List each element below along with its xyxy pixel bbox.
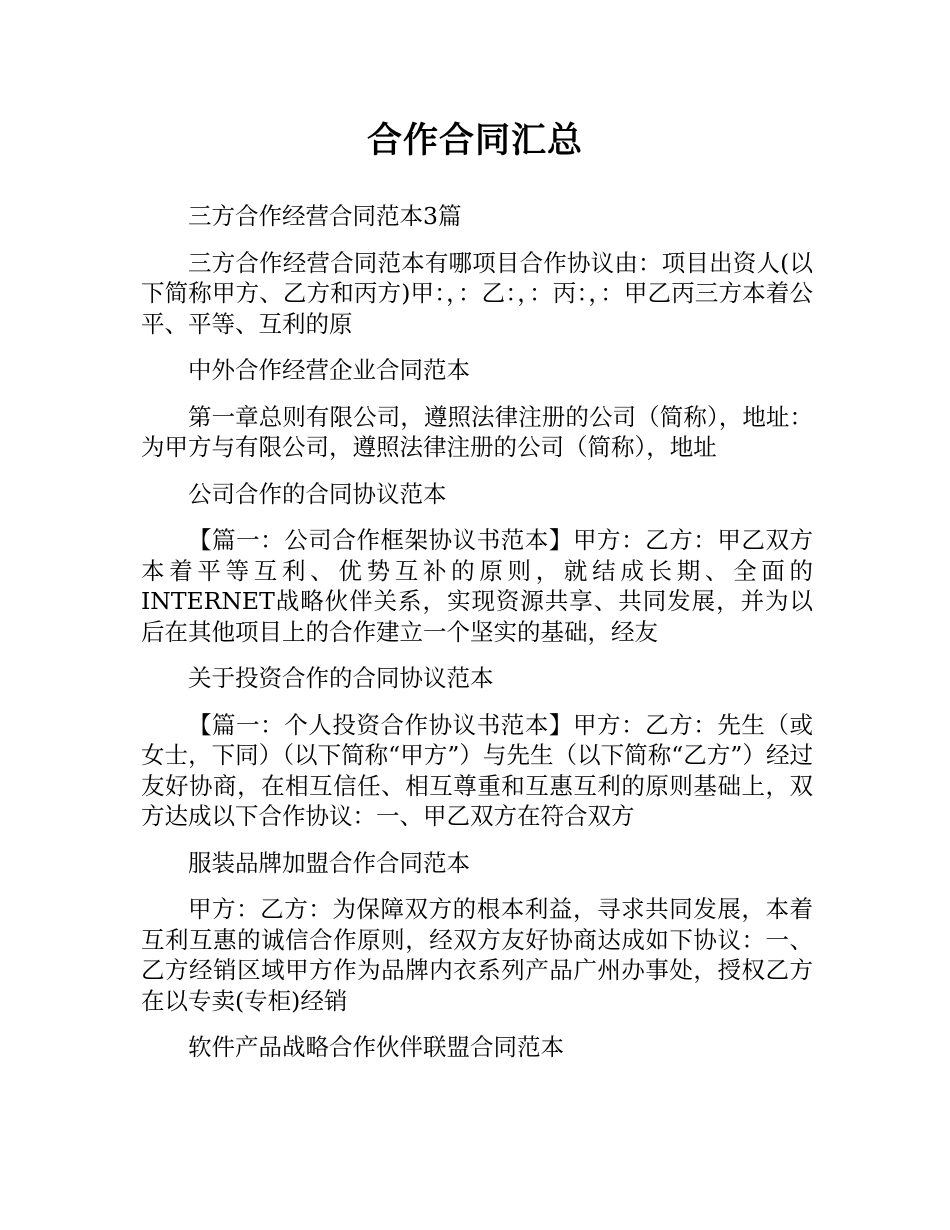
section-paragraph: 【篇一：个人投资合作协议书范本】甲方：乙方：先生（或女士，下同）（以下简称“甲方”）与先生（以下简称“乙方”）经过友好协商，在相互信任、相互尊重和互惠互利的原则基础上，双方达成以下合作协议：一、甲乙双方在符合双方 [141, 710, 813, 830]
section-heading: 三方合作经营合同范本3篇 [188, 202, 462, 230]
section-heading: 关于投资合作的合同协议范本 [188, 664, 494, 692]
section-heading: 公司合作的合同协议范本 [188, 479, 447, 508]
section-paragraph: 【篇一：公司合作框架协议书范本】甲方：乙方：甲乙双方本着平等互利、优势互补的原则，就结成长期、全面的INTERNET战略伙伴关系，实现资源共享、共同发展，并为以后在其他项目上的合作建立一个坚实的基础，经友 [141, 526, 813, 646]
document-title: 合作合同汇总 [366, 121, 583, 161]
section-heading: 服装品牌加盟合作合同范本 [188, 848, 470, 877]
section-heading: 中外合作经营企业合同范本 [188, 356, 470, 384]
document-body [141, 201, 813, 1079]
section-paragraph: 三方合作经营合同范本有哪项目合作协议由：项目出资人(以下简称甲方、乙方和丙方)甲：，：乙：，：丙：，：甲乙丙三方本着公平、平等、互利的原 [141, 248, 813, 338]
section-heading: 软件产品战略合作伙伴联盟合同范本 [188, 1033, 564, 1061]
section-paragraph: 第一章总则有限公司，遵照法律注册的公司（简称），地址：为甲方与有限公司，遵照法律注册的公司（简称），地址 [141, 402, 813, 461]
section-paragraph: 甲方：乙方：为保障双方的根本利益，寻求共同发展，本着互利互惠的诚信合作原则，经双方友好协商达成如下协议：一、乙方经销区域甲方作为品牌内衣系列产品广州办事处，授权乙方在以专卖(专柜)经销 [141, 895, 813, 1015]
